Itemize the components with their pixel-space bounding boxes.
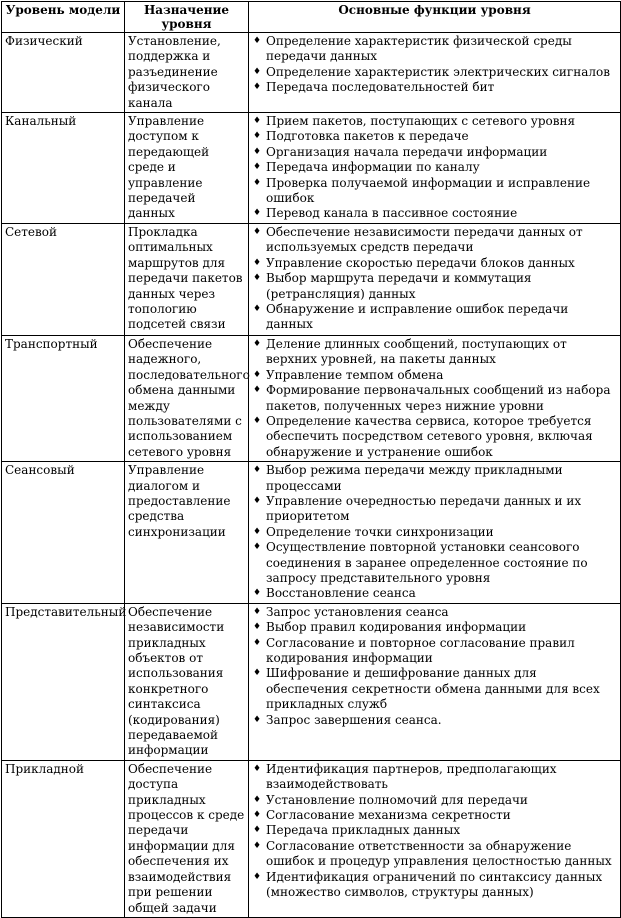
function-text: Перевод канала в пассивное состояние	[266, 206, 518, 221]
functions-list	[252, 336, 617, 460]
level-functions-cell	[249, 335, 621, 461]
function-text: Определение характеристик физической среды передачи данных	[266, 34, 572, 64]
function-text: Согласование ответственности за обнаружение ошибок и процедур управления целостностью данных	[266, 838, 612, 869]
table-body	[2, 33, 621, 918]
function-text: Восстановление сеанса	[266, 586, 416, 601]
function-list-item	[252, 839, 617, 870]
function-list-item	[252, 80, 617, 95]
function-list-item	[252, 666, 617, 712]
function-text: Подготовка пакетов к передаче	[266, 129, 469, 144]
function-text: Управление очередностью передачи данных и их приоритетом	[266, 493, 582, 524]
function-list-item	[252, 414, 617, 460]
diamond-bullet-icon: ♦	[253, 369, 262, 380]
function-list-item	[252, 225, 617, 256]
diamond-bullet-icon: ♦	[253, 385, 262, 396]
level-functions-cell	[249, 603, 621, 760]
diamond-bullet-icon: ♦	[253, 763, 262, 774]
osi-levels-table	[1, 1, 621, 918]
level-purpose-cell: Обеспечение доступа прикладных процессов к среде передачи информации для обеспечения их взаимодействия при решении общей задачи	[125, 760, 249, 917]
diamond-bullet-icon: ♦	[253, 825, 262, 836]
function-list-item	[252, 337, 617, 368]
function-list-item	[252, 762, 617, 793]
diamond-bullet-icon: ♦	[253, 208, 262, 219]
diamond-bullet-icon: ♦	[253, 162, 262, 173]
function-list-item	[252, 808, 617, 823]
function-list-item	[252, 302, 617, 333]
function-list-item	[252, 463, 617, 494]
function-list-item	[252, 540, 617, 586]
diamond-bullet-icon: ♦	[253, 668, 262, 679]
diamond-bullet-icon: ♦	[253, 588, 262, 599]
function-list-item	[252, 256, 617, 271]
function-text: Передача прикладных данных	[266, 823, 461, 838]
function-list-item	[252, 870, 617, 901]
table-row	[2, 760, 621, 917]
function-text: Управление темпом обмена	[266, 367, 444, 382]
function-text: Согласование механизма секретности	[266, 808, 511, 823]
function-text: Деление длинных сообщений, поступающих от верхних уровней, на пакеты данных	[266, 336, 567, 367]
function-text: Формирование первоначальных сообщений из набора пакетов, полученных через нижние уровни	[266, 383, 611, 413]
level-name-cell: Сеансовый	[2, 462, 125, 604]
table-header-row	[2, 2, 621, 33]
function-text: Шифрование и дешифрование данных для обеспечения секретности обмена данными для всех прикладных служб	[266, 666, 600, 712]
level-name-cell: Представительный	[2, 603, 125, 760]
function-list-item	[252, 160, 617, 175]
level-purpose-cell: Прокладка оптимальных маршрутов для передачи пакетов данных через топологию подсетей связи	[125, 223, 249, 335]
diamond-bullet-icon: ♦	[253, 257, 262, 268]
level-name-cell: Физический	[2, 33, 125, 113]
diamond-bullet-icon: ♦	[253, 36, 262, 46]
diamond-bullet-icon: ♦	[253, 66, 262, 77]
table-row	[2, 603, 621, 760]
function-list-item	[252, 713, 617, 728]
functions-list	[252, 604, 617, 728]
function-list-item	[252, 636, 617, 667]
diamond-bullet-icon: ♦	[253, 465, 262, 476]
function-text: Выбор режима передачи между прикладными процессами	[266, 463, 563, 493]
diamond-bullet-icon: ♦	[253, 303, 262, 314]
function-list-item	[252, 176, 617, 207]
level-name-cell: Транспортный	[2, 335, 125, 461]
functions-list	[252, 113, 617, 222]
diamond-bullet-icon: ♦	[253, 495, 262, 506]
diamond-bullet-icon: ♦	[253, 526, 262, 537]
function-list-item	[252, 383, 617, 414]
function-list-item	[252, 65, 617, 80]
function-text: Прием пакетов, поступающих с сетевого уровня	[266, 114, 576, 129]
diamond-bullet-icon: ♦	[253, 810, 262, 821]
level-name-cell: Сетевой	[2, 223, 125, 335]
function-text: Идентификация ограничений по синтаксису данных (множество символов, структуры данных)	[266, 869, 603, 900]
function-list-item	[252, 586, 617, 601]
function-text: Проверка получаемой информации и исправление ошибок	[266, 175, 591, 206]
header-level: Уровень модели	[2, 2, 125, 33]
level-purpose-cell: Управление доступом к передающей среде и управление передачей данных	[125, 113, 249, 224]
function-text: Идентификация партнеров, предполагающих взаимодействовать	[266, 761, 557, 792]
level-purpose-cell: Обеспечение надежного, последовательного обмена данными между пользователями с использованием сетевого уровня	[125, 335, 249, 461]
function-text: Запрос завершения сеанса.	[266, 712, 442, 727]
function-text: Выбор маршрута передачи и коммутация (ретрансляция) данных	[266, 271, 532, 301]
function-list-item	[252, 129, 617, 144]
table-row	[2, 462, 621, 604]
diamond-bullet-icon: ♦	[253, 338, 262, 349]
diamond-bullet-icon: ♦	[253, 606, 262, 617]
diamond-bullet-icon: ♦	[253, 131, 262, 142]
level-functions-cell	[249, 33, 621, 113]
function-text: Установление полномочий для передачи	[266, 792, 528, 807]
diamond-bullet-icon: ♦	[253, 637, 262, 648]
diamond-bullet-icon: ♦	[253, 273, 262, 284]
function-text: Организация начала передачи информации	[266, 144, 548, 159]
function-list-item	[252, 494, 617, 525]
functions-list	[252, 224, 617, 333]
diamond-bullet-icon: ♦	[253, 622, 262, 633]
diamond-bullet-icon: ♦	[253, 794, 262, 805]
diamond-bullet-icon: ♦	[253, 116, 262, 127]
diamond-bullet-icon: ♦	[253, 871, 262, 882]
function-list-item	[252, 206, 617, 221]
function-text: Передача последовательностей бит	[266, 80, 495, 95]
level-functions-cell	[249, 113, 621, 224]
table-row	[2, 223, 621, 335]
diamond-bullet-icon: ♦	[253, 542, 262, 553]
level-functions-cell	[249, 462, 621, 604]
diamond-bullet-icon: ♦	[253, 226, 262, 237]
level-purpose-cell: Управление диалогом и предоставление средства синхронизации	[125, 462, 249, 604]
function-text: Запрос установления сеанса	[266, 604, 449, 619]
diamond-bullet-icon: ♦	[253, 840, 262, 851]
function-text: Определение точки синхронизации	[266, 524, 494, 539]
level-functions-cell	[249, 760, 621, 917]
functions-list	[252, 33, 617, 96]
function-text: Обнаружение и исправление ошибок передачи данных	[266, 301, 569, 332]
diamond-bullet-icon: ♦	[253, 714, 262, 725]
function-text: Определение характеристик электрических сигналов	[266, 64, 610, 79]
level-name-cell: Прикладной	[2, 760, 125, 917]
table-row	[2, 113, 621, 224]
level-purpose-cell: Установление, поддержка и разъединение физического канала	[125, 33, 249, 113]
function-list-item	[252, 525, 617, 540]
function-list-item	[252, 271, 617, 302]
function-text: Согласование и повторное согласование правил кодирования информации	[266, 635, 575, 665]
level-purpose-cell: Обеспечение независимости прикладных объектов от использования конкретного синтаксиса (кодирования) передаваемой информации	[125, 603, 249, 760]
table-row	[2, 33, 621, 113]
level-functions-cell	[249, 223, 621, 335]
function-text: Обеспечение независимости передачи данных от используемых средств передачи	[266, 224, 583, 255]
header-purpose: Назначение уровня	[125, 2, 249, 33]
function-list-item	[252, 823, 617, 838]
function-list-item	[252, 145, 617, 160]
diamond-bullet-icon: ♦	[253, 82, 262, 93]
diamond-bullet-icon: ♦	[253, 415, 262, 426]
functions-list	[252, 761, 617, 901]
header-functions: Основные функции уровня	[249, 2, 621, 33]
function-text: Осуществление повторной установки сеансового соединения в заранее определенное состояние по запросу представительного уровня	[266, 540, 588, 585]
function-text: Управление скоростью передачи блоков данных	[266, 255, 575, 270]
functions-list	[252, 462, 617, 602]
function-text: Определение качества сервиса, которое требуется обеспечить посредством сетевого уровня, включая обнаружение и устранение ошибок	[266, 413, 593, 459]
function-text: Выбор правил кодирования информации	[266, 620, 527, 635]
function-list-item	[252, 793, 617, 808]
diamond-bullet-icon: ♦	[253, 146, 262, 157]
table-row	[2, 335, 621, 461]
diamond-bullet-icon: ♦	[253, 177, 262, 188]
function-list-item	[252, 620, 617, 635]
function-list-item	[252, 605, 617, 620]
level-name-cell: Канальный	[2, 113, 125, 224]
function-text: Передача информации по каналу	[266, 160, 480, 175]
function-list-item	[252, 114, 617, 129]
function-list-item	[252, 368, 617, 383]
function-list-item	[252, 34, 617, 65]
